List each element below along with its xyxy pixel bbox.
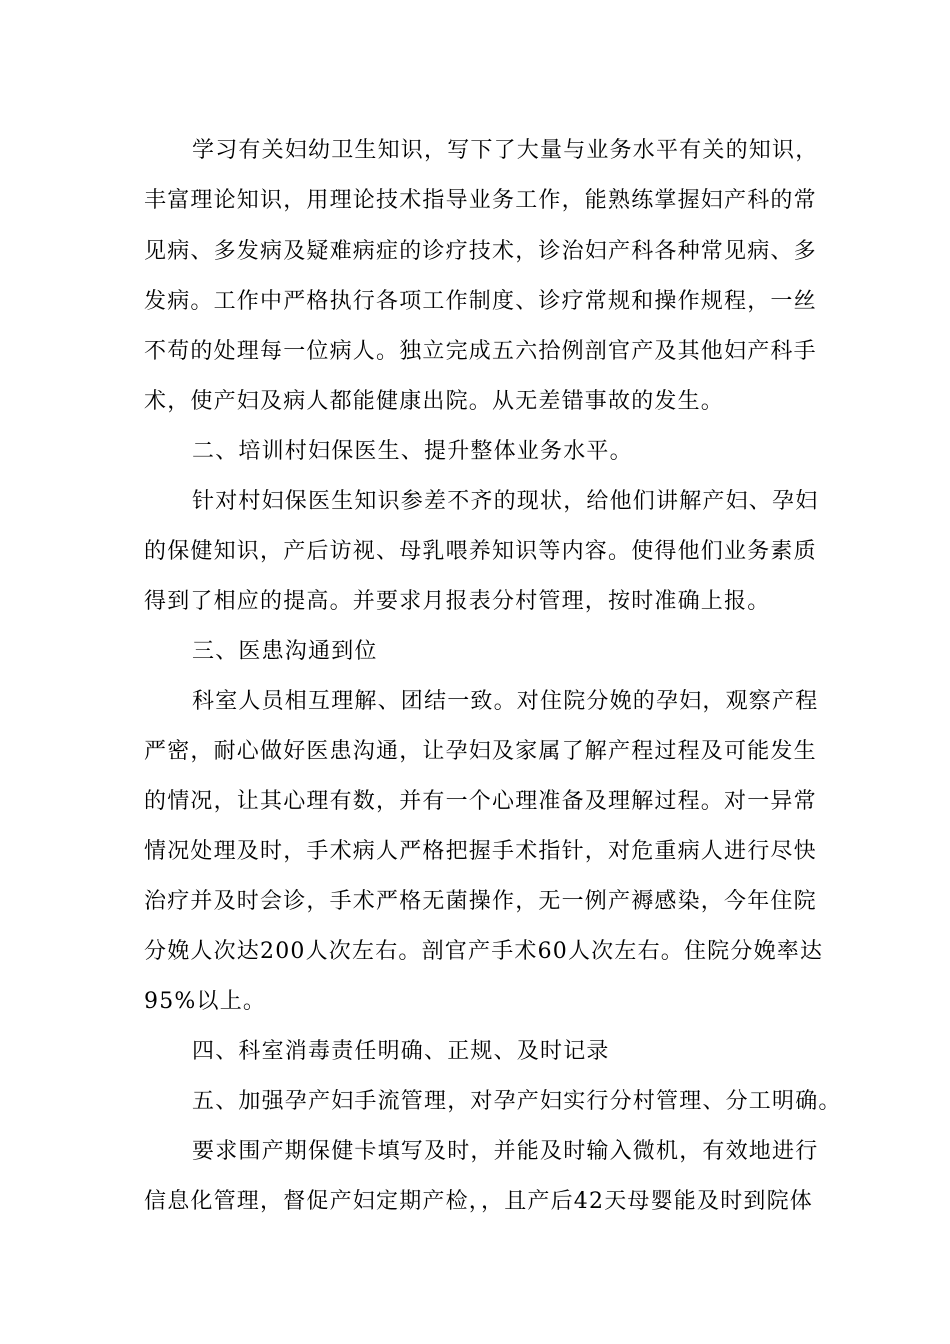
paragraph-line: 见病、多发病及疑难病症的诊疗技术，诊治妇产科各种常见病、多 <box>144 239 817 264</box>
paragraph-line: 学习有关妇幼卫生知识，写下了大量与业务水平有关的知识， <box>192 138 819 163</box>
paragraph-line: 分娩人次达200人次左右。剖官产手术60人次左右。住院分娩率达 <box>144 939 824 964</box>
paragraph-line: 的保健知识，产后访视、母乳喂养知识等内容。使得他们业务素质 <box>144 539 817 564</box>
paragraph-line: 治疗并及时会诊，手术严格无菌操作，无一例产褥感染，今年住院 <box>144 889 817 914</box>
paragraph-line: 严密，耐心做好医患沟通，让孕妇及家属了解产程过程及可能发生 <box>144 739 817 764</box>
paragraph-line: 不苟的处理每一位病人。独立完成五六拾例剖官产及其他妇产科手 <box>144 339 817 364</box>
section-heading: 二、培训村妇保医生、提升整体业务水平。 <box>192 439 633 464</box>
paragraph-line: 发病。工作中严格执行各项工作制度、诊疗常规和操作规程，一丝 <box>144 289 817 314</box>
paragraph-line: 信息化管理，督促产妇定期产检，，且产后42天母婴能及时到院体 <box>144 1189 813 1214</box>
paragraph-line: 术，使产妇及病人都能健康出院。从无差错事故的发生。 <box>144 389 725 414</box>
section-heading: 四、科室消毒责任明确、正规、及时记录 <box>192 1039 610 1064</box>
paragraph-line: 的情况，让其心理有数，并有一个心理准备及理解过程。对一异常 <box>144 789 817 814</box>
paragraph-line: 要求围产期保健卡填写及时，并能及时输入微机，有效地进行 <box>192 1139 819 1164</box>
paragraph-line: 针对村妇保医生知识参差不齐的现状，给他们讲解产妇、孕妇 <box>192 489 819 514</box>
section-heading: 三、医患沟通到位 <box>192 639 378 664</box>
section-heading: 五、加强孕产妇手流管理，对孕产妇实行分村管理、分工明确。 <box>192 1089 842 1114</box>
paragraph-line: 科室人员相互理解、团结一致。对住院分娩的孕妇，观察产程 <box>192 689 819 714</box>
paragraph-line: 丰富理论知识，用理论技术指导业务工作，能熟练掌握妇产科的常 <box>144 188 817 213</box>
paragraph-line: 情况处理及时，手术病人严格把握手术指针，对危重病人进行尽快 <box>144 839 817 864</box>
paragraph-line: 95%以上。 <box>144 989 267 1014</box>
paragraph-line: 得到了相应的提高。并要求月报表分村管理，按时准确上报。 <box>144 589 771 614</box>
